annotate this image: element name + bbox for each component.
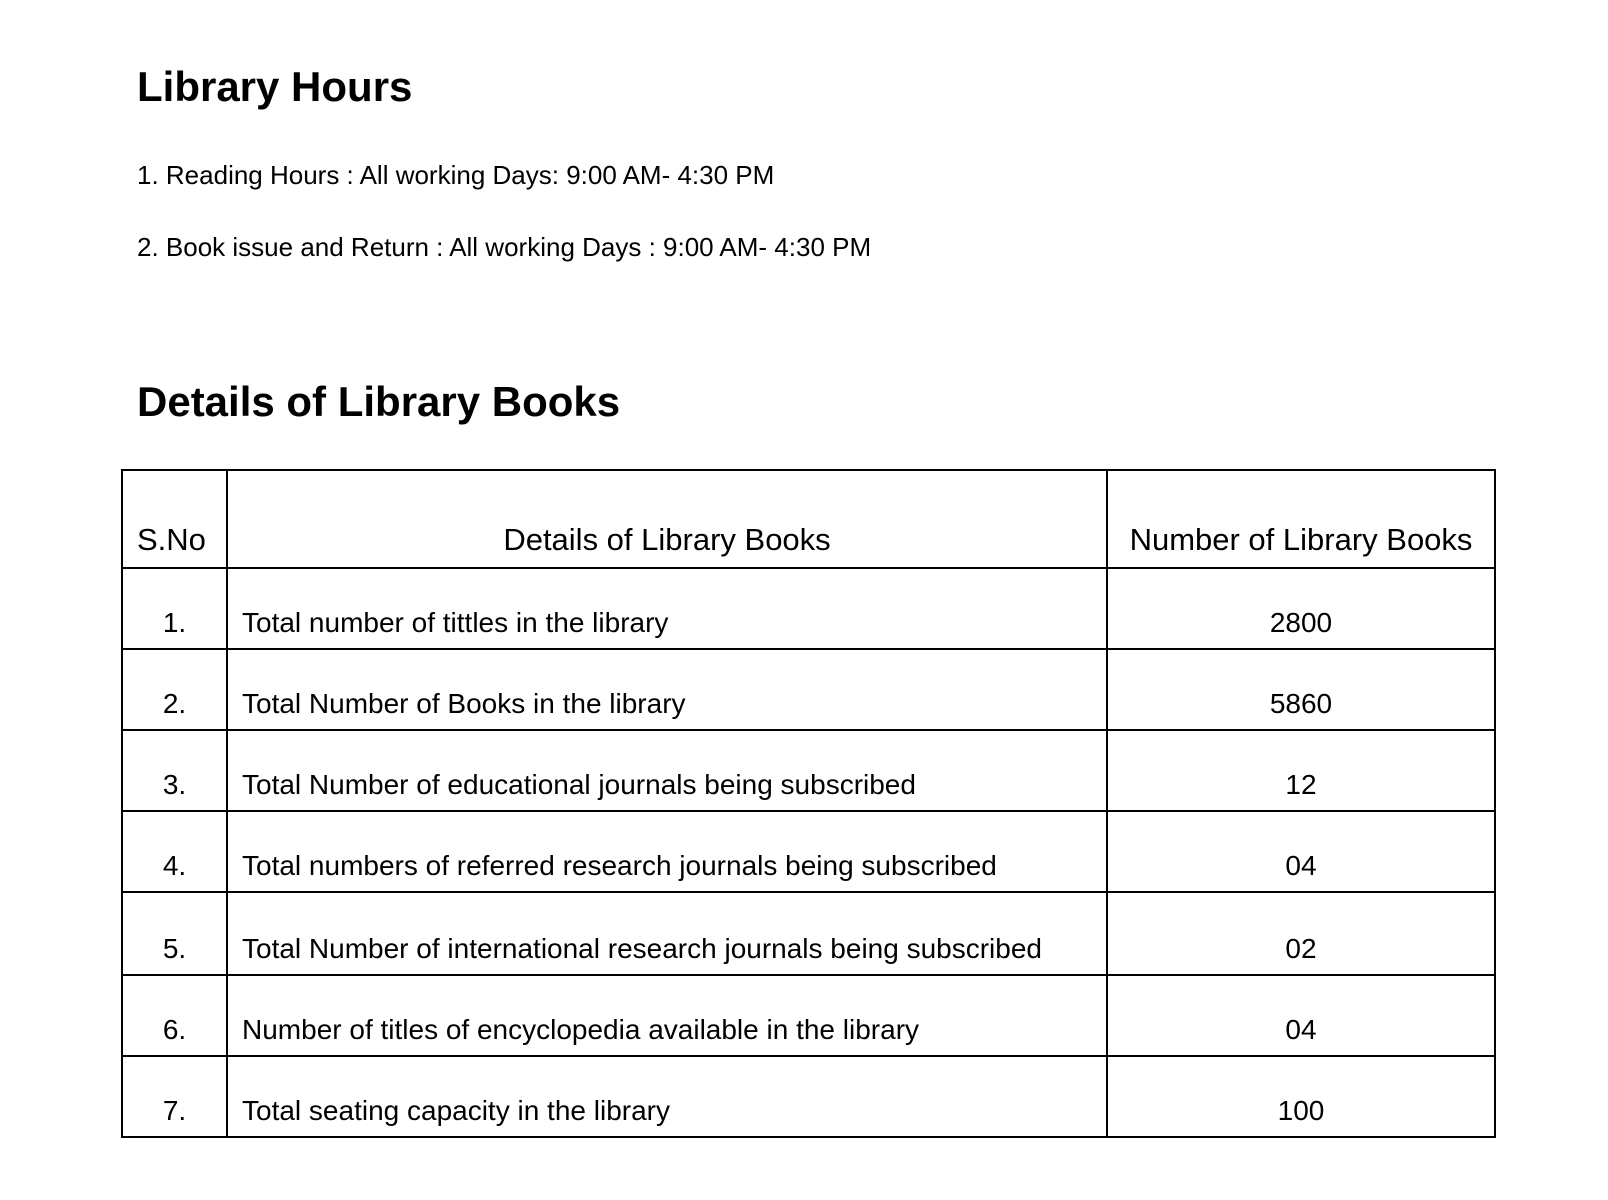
- row-count: 02: [1107, 892, 1495, 975]
- row-sno: 2.: [122, 649, 227, 730]
- row-count: 04: [1107, 811, 1495, 892]
- row-detail: Total Number of international research journals being subscribed: [227, 892, 1107, 975]
- table-row: [122, 975, 1495, 1056]
- book-issue-hours-line: 2. Book issue and Return : All working Days : 9:00 AM- 4:30 PM: [137, 232, 872, 262]
- table-header-row: [122, 470, 1495, 568]
- row-sno: 1.: [122, 568, 227, 649]
- column-header-sno: S.No: [122, 470, 227, 568]
- column-header-count: Number of Library Books: [1107, 470, 1495, 568]
- reading-hours-line: 1. Reading Hours : All working Days: 9:00 AM- 4:30 PM: [137, 160, 775, 190]
- table-row: [122, 730, 1495, 811]
- library-hours-heading: Library Hours: [137, 63, 413, 110]
- table-row: [122, 811, 1495, 892]
- row-detail: Total Number of Books in the library: [227, 649, 1107, 730]
- row-count: 5860: [1107, 649, 1495, 730]
- row-count: 12: [1107, 730, 1495, 811]
- row-count: 2800: [1107, 568, 1495, 649]
- row-detail: Total numbers of referred research journals being subscribed: [227, 811, 1107, 892]
- row-count: 04: [1107, 975, 1495, 1056]
- row-sno: 7.: [122, 1056, 227, 1137]
- row-detail: Total number of tittles in the library: [227, 568, 1107, 649]
- row-detail: Number of titles of encyclopedia available in the library: [227, 975, 1107, 1056]
- row-sno: 6.: [122, 975, 227, 1056]
- table-row: [122, 649, 1495, 730]
- row-sno: 4.: [122, 811, 227, 892]
- library-books-heading: Details of Library Books: [137, 378, 621, 425]
- table-row: [122, 892, 1495, 975]
- row-sno: 3.: [122, 730, 227, 811]
- column-header-details: Details of Library Books: [227, 470, 1107, 568]
- table-row: [122, 568, 1495, 649]
- table-row: [122, 1056, 1495, 1137]
- library-books-table: [121, 469, 1496, 1138]
- row-detail: Total seating capacity in the library: [227, 1056, 1107, 1137]
- row-sno: 5.: [122, 892, 227, 975]
- row-detail: Total Number of educational journals being subscribed: [227, 730, 1107, 811]
- row-count: 100: [1107, 1056, 1495, 1137]
